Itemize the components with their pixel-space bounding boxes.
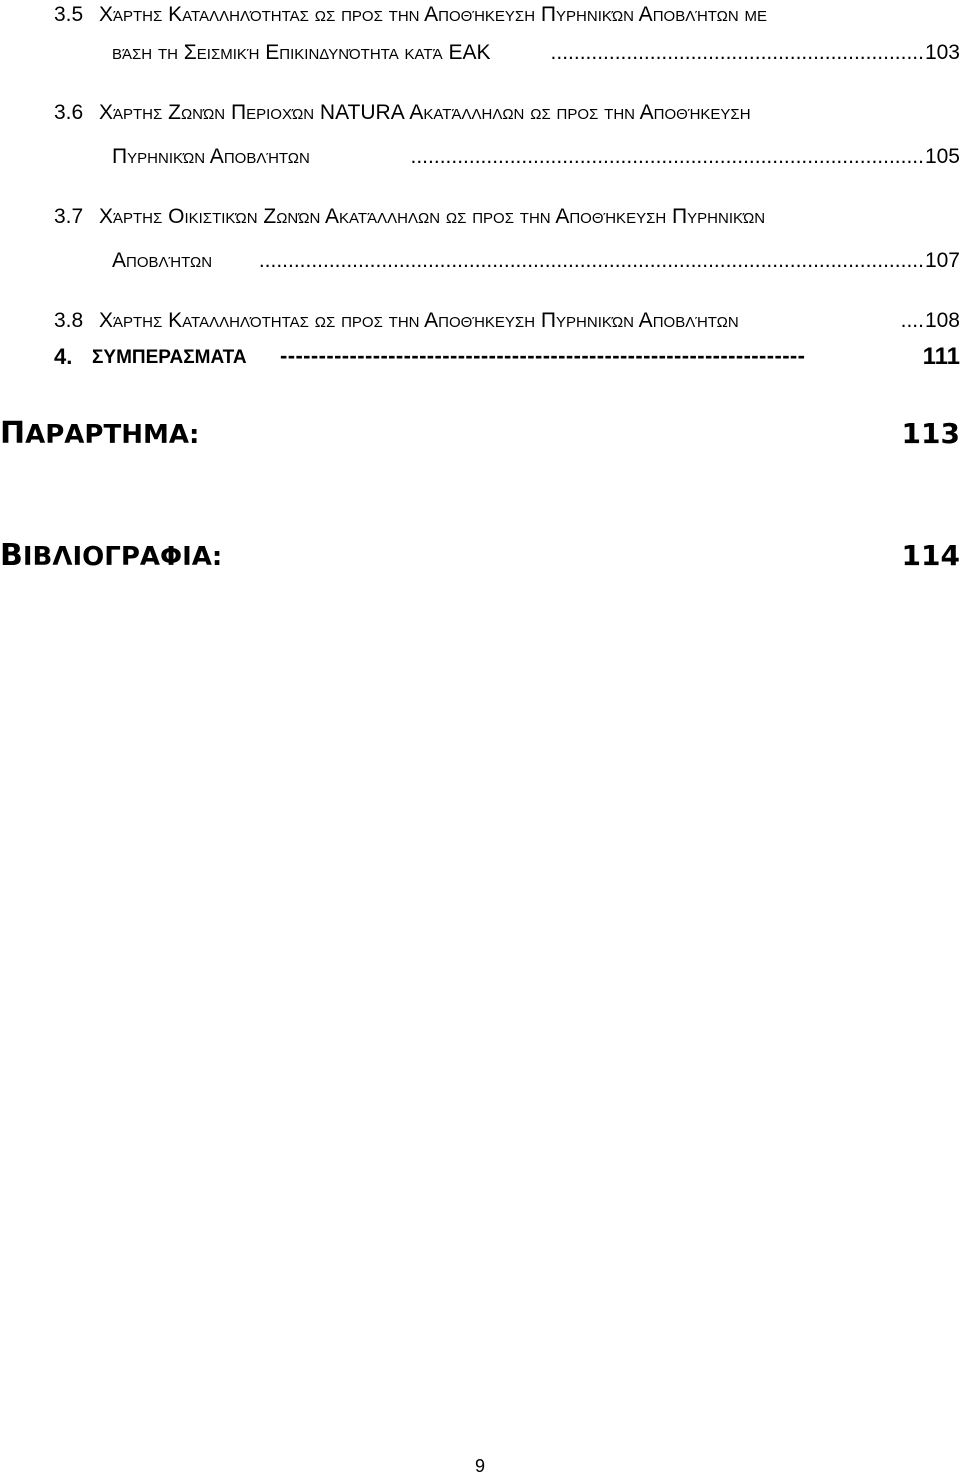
toc-page-number: 105 <box>924 145 960 168</box>
toc-leader <box>411 142 960 172</box>
toc-page-number: 107 <box>924 249 960 272</box>
toc-page-number: 103 <box>924 41 960 64</box>
toc-entry-title: Χάρτης Καταλληλότητας ως προς την Αποθήκευση Πυρηνικών Αποβλήτων <box>99 309 739 332</box>
toc-dots: ........................................................................................ <box>410 145 924 168</box>
toc-appendix[interactable] <box>0 414 960 454</box>
toc-entry-title-continued: Πυρηνικών Αποβλήτων <box>112 145 310 168</box>
toc-page-number: 114 <box>901 539 960 572</box>
toc-page-number: 108 <box>924 309 960 332</box>
toc-page-number: 113 <box>901 417 960 450</box>
appendix-title-initial: Π <box>0 416 26 451</box>
toc-entry-number: 3.8 <box>54 309 84 332</box>
toc-entry-title: Χάρτης Οικιστικών Ζωνών Ακατάλληλων ως προς την Αποθήκευση Πυρηνικών <box>99 205 766 228</box>
chapter-title: ΣΥΜΠΕΡΑΣΜΑΤΑ <box>92 347 247 368</box>
toc-entry-number: 3.6 <box>54 101 84 124</box>
toc-page-number: 111 <box>921 340 960 374</box>
bibliography-title <box>0 536 222 577</box>
bibliography-title-rest: ΙΒΛΙΟΓΡΑΦΙΑ: <box>22 542 223 572</box>
toc-dash-leader: -------------------------------------------------------------------- <box>280 343 806 368</box>
toc-dots: ................................................................ <box>550 41 924 64</box>
toc-bibliography[interactable] <box>0 536 960 576</box>
footer-page-number: 9 <box>474 1456 485 1476</box>
toc-entry-number: 3.7 <box>54 205 84 228</box>
toc-leader <box>259 246 960 276</box>
appendix-title-rest: ΑΡΑΡΤΗΜΑ: <box>25 420 200 450</box>
toc-leader <box>551 38 960 68</box>
toc-entry-number: 3.5 <box>54 3 84 26</box>
toc-dots: .... <box>900 309 924 332</box>
toc-entry-title-continued: Αποβλήτων <box>112 249 213 272</box>
toc-entry-title: Χάρτης Καταλληλότητας ως προς την Αποθήκευση Πυρηνικών Αποβλήτων με <box>99 3 768 26</box>
toc-leader <box>901 306 960 336</box>
toc-entry-title: Χάρτης Ζωνών Περιοχών NATURA Ακατάλληλων ως προς την Αποθήκευση <box>99 101 751 124</box>
toc-chapter-4[interactable] <box>0 340 960 374</box>
toc-entry-title-continued: βάση τη Σεισμική Επικινδυνότητα κατά ΕΑΚ <box>112 41 491 64</box>
appendix-title <box>0 414 199 455</box>
toc-dots: .................................................................................................................. <box>258 249 924 272</box>
bibliography-title-initial: Β <box>0 538 23 573</box>
chapter-number: 4. <box>54 344 73 369</box>
